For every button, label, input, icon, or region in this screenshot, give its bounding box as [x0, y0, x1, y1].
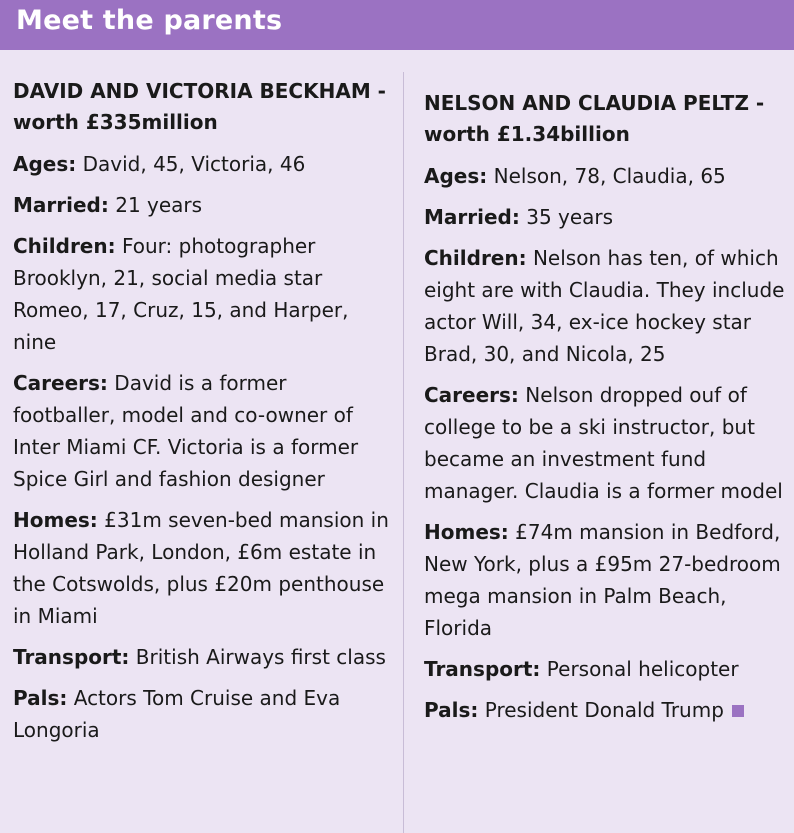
- peltz-careers: [424, 379, 790, 507]
- beckham-heading-line2: worth £335million: [13, 110, 218, 134]
- beckham-heading: [13, 76, 395, 138]
- peltz-ages: [424, 160, 790, 192]
- field-value: £31m seven-bed mansion in Holland Park, London, £6m estate in the Cotswolds, plus £20m penthouse in Miami: [13, 508, 389, 628]
- field-label: Careers:: [424, 383, 519, 407]
- beckham-careers: [13, 367, 395, 495]
- beckham-column: [13, 76, 395, 755]
- field-value: Nelson, 78, Claudia, 65: [493, 164, 726, 188]
- column-divider: [403, 72, 404, 833]
- field-value: British Airways first class: [135, 645, 386, 669]
- beckham-transport: [13, 641, 395, 673]
- field-label: Married:: [13, 193, 109, 217]
- beckham-homes: [13, 504, 395, 632]
- field-value: Four: photographer Brooklyn, 21, social media star Romeo, 17, Cruz, 15, and Harper, nine: [13, 234, 349, 354]
- field-value: Nelson dropped ouf of college to be a ski instructor, but became an investment fund manager. Claudia is a former model: [424, 383, 783, 503]
- page-title: Meet the parents: [16, 5, 283, 36]
- field-label: Homes:: [424, 520, 509, 544]
- field-value: 35 years: [526, 205, 614, 229]
- peltz-children: [424, 242, 790, 370]
- peltz-heading: [424, 88, 790, 150]
- field-label: Children:: [424, 246, 527, 270]
- peltz-pals: [424, 694, 790, 726]
- peltz-column: [424, 88, 790, 735]
- beckham-children: [13, 230, 395, 358]
- field-value: 21 years: [115, 193, 203, 217]
- field-value: Nelson has ten, of which eight are with Claudia. They include actor Will, 34, ex-ice hockey star Brad, 30, and Nicola, 25: [424, 246, 785, 366]
- field-value: Actors Tom Cruise and Eva Longoria: [13, 686, 341, 742]
- field-value: Personal helicopter: [546, 657, 739, 681]
- header-bar: [0, 0, 794, 50]
- beckham-married: [13, 189, 395, 221]
- field-value: £74m mansion in Bedford, New York, plus a £95m 27-bedroom mega mansion in Palm Beach, Florida: [424, 520, 781, 640]
- field-value: David is a former footballer, model and co-owner of Inter Miami CF. Victoria is a former Spice Girl and fashion designer: [13, 371, 359, 491]
- field-label: Married:: [424, 205, 520, 229]
- peltz-transport: [424, 653, 790, 685]
- beckham-heading-line1: DAVID AND VICTORIA BECKHAM -: [13, 79, 386, 103]
- beckham-ages: [13, 148, 395, 180]
- field-label: Transport:: [13, 645, 130, 669]
- field-label: Transport:: [424, 657, 541, 681]
- field-label: Ages:: [424, 164, 488, 188]
- peltz-homes: [424, 516, 790, 644]
- peltz-heading-line1: NELSON AND CLAUDIA PELTZ -: [424, 91, 765, 115]
- peltz-heading-line2: worth £1.34billion: [424, 122, 630, 146]
- field-label: Careers:: [13, 371, 108, 395]
- peltz-married: [424, 201, 790, 233]
- field-value: David, 45, Victoria, 46: [82, 152, 306, 176]
- field-label: Pals:: [13, 686, 68, 710]
- field-label: Children:: [13, 234, 116, 258]
- beckham-pals: [13, 682, 395, 746]
- field-label: Ages:: [13, 152, 77, 176]
- field-label: Pals:: [424, 698, 479, 722]
- end-mark-square-icon: [732, 705, 744, 717]
- field-value: President Donald Trump: [484, 698, 724, 722]
- field-label: Homes:: [13, 508, 98, 532]
